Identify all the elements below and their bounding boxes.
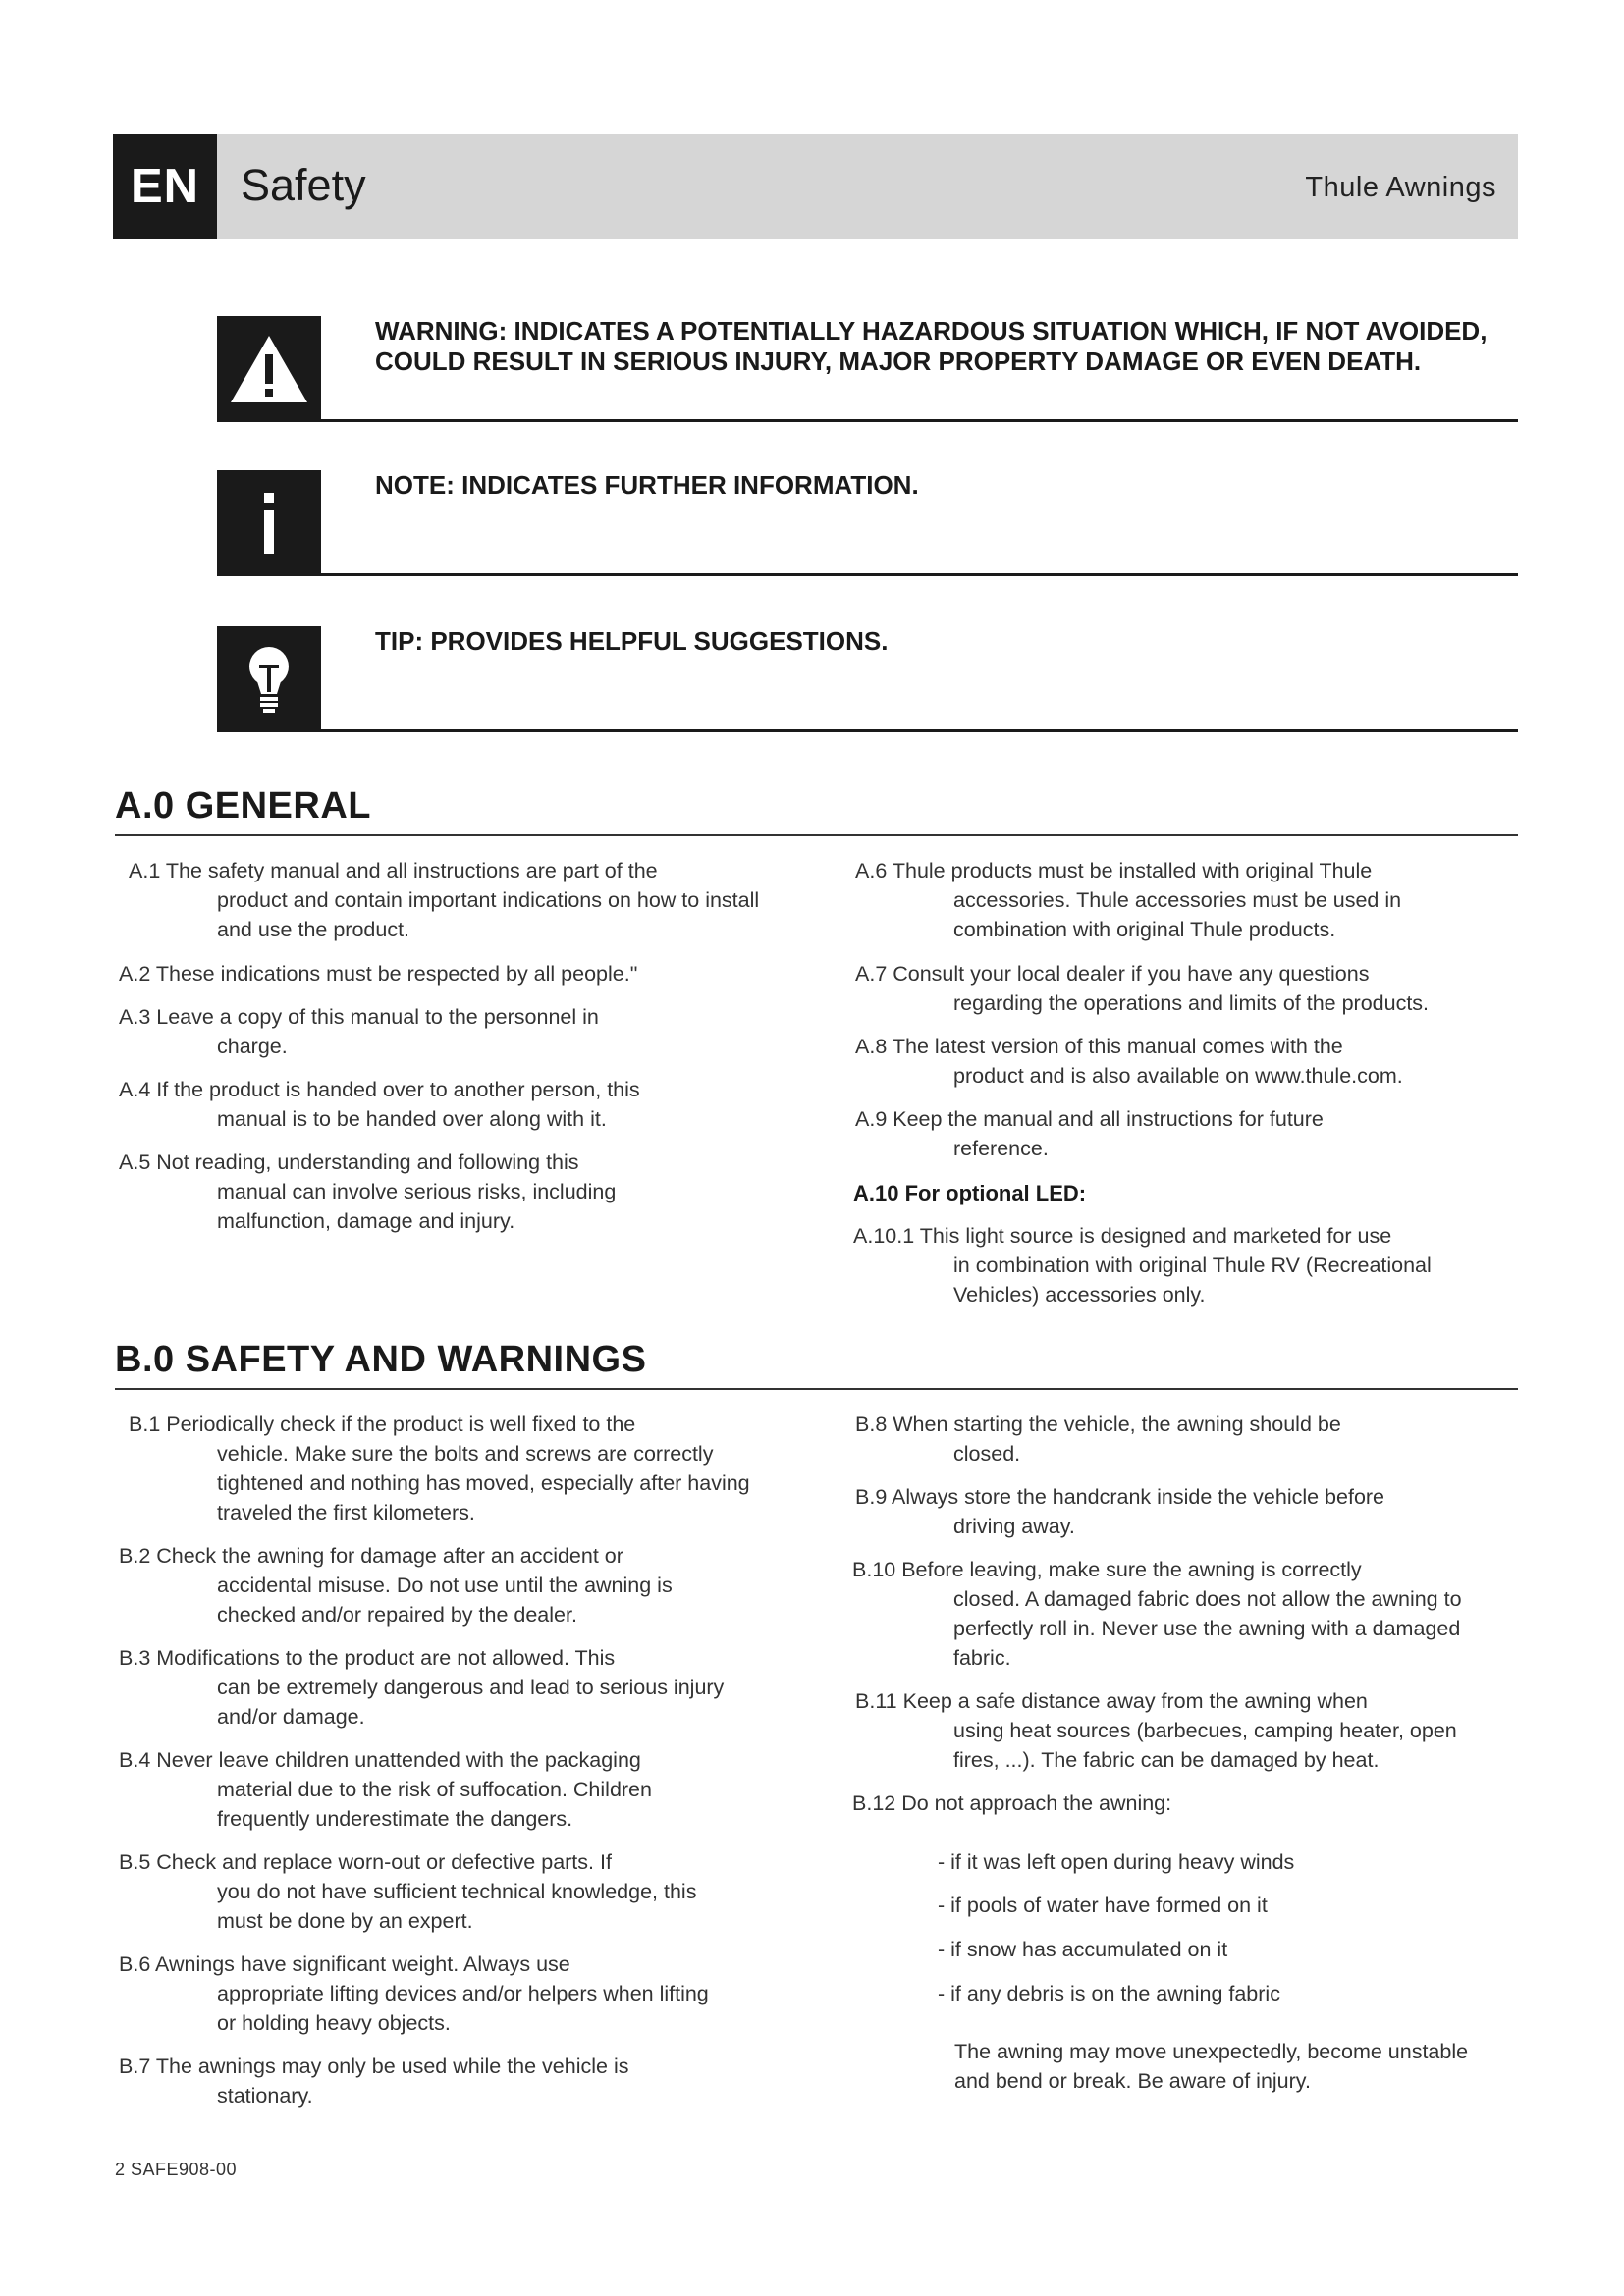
item-b8: B.8 When starting the vehicle, the awning should be closed.	[855, 1413, 1341, 1466]
list-item: - if it was left open during heavy winds	[938, 1850, 1295, 1874]
warning-icon-box	[217, 316, 321, 422]
item-b6: B.6 Awnings have significant weight. Always use appropriate lifting devices and/or helpers when lifting or holding heavy objects.	[119, 1952, 709, 2035]
item-b9: B.9 Always store the handcrank inside the vehicle before driving away.	[855, 1485, 1385, 1538]
tip-notice	[217, 626, 1518, 732]
warning-notice	[217, 316, 1518, 422]
language-badge: EN	[113, 134, 217, 239]
page-footer: 2 SAFE908-00	[115, 2160, 238, 2179]
item-b3: B.3 Modifications to the product are not allowed. This can be extremely dangerous and lead to serious injury and/or damage.	[119, 1646, 725, 1729]
item-a9: A.9 Keep the manual and all instructions for future reference.	[855, 1107, 1324, 1160]
note-text: NOTE: INDICATES FURTHER INFORMATION.	[375, 470, 919, 500]
section-b-divider	[115, 1388, 1518, 1390]
item-a2: A.2 These indications must be respected by all people."	[119, 962, 638, 986]
section-a-heading: A.0 GENERAL	[115, 785, 371, 827]
note-notice	[217, 470, 1518, 576]
section-b-heading: B.0 SAFETY AND WARNINGS	[115, 1339, 647, 1380]
item-a5: A.5 Not reading, understanding and following this manual can involve serious risks, including malfunction, damage and injury.	[119, 1150, 617, 1233]
divider	[217, 729, 1518, 732]
item-b1: B.1 Periodically check if the product is well fixed to the vehicle. Make sure the bolts and screws are correctly tightened and nothing has moved, especially after having traveled the first kilometers.	[129, 1413, 750, 1524]
item-b7: B.7 The awnings may only be used while the vehicle is stationary.	[119, 2055, 629, 2108]
item-b4: B.4 Never leave children unattended with the packaging material due to the risk of suffocation. Children frequently underestimate the dangers.	[119, 1748, 652, 1831]
item-a1: A.1 The safety manual and all instructions are part of the product and contain important indications on how to install and use the product.	[129, 859, 760, 941]
section-a-divider	[115, 834, 1518, 836]
warning-triangle-icon	[229, 333, 309, 405]
item-a6: A.6 Thule products must be installed with original Thule accessories. Thule accessories must be used in combination with original Thule products.	[855, 859, 1402, 941]
closing-note: The awning may move unexpectedly, become unstable and bend or break. Be aware of injury.	[954, 2040, 1469, 2093]
info-icon-box	[217, 470, 321, 576]
divider	[217, 573, 1518, 576]
item-b11: B.11 Keep a safe distance away from the awning when using heat sources (barbecues, camping heater, open fires, ...). The fabric can be damaged by heat.	[855, 1689, 1457, 1772]
divider	[217, 419, 1518, 422]
item-b10: B.10 Before leaving, make sure the awning is correctly closed. A damaged fabric does not allow the awning to perfectly roll in. Never use the awning with a damaged fabric.	[852, 1558, 1462, 1670]
led-subheading: A.10 For optional LED:	[853, 1181, 1087, 1205]
item-a10-1: A.10.1 This light source is designed and marketed for use in combination with original Thule RV (Recreational Vehicles) accessories only.	[853, 1224, 1432, 1307]
item-a7: A.7 Consult your local dealer if you have any questions regarding the operations and limits of the products.	[855, 962, 1430, 1015]
list-item: - if pools of water have formed on it	[938, 1894, 1268, 1917]
info-icon	[254, 489, 284, 558]
item-b5: B.5 Check and replace worn-out or defective parts. If you do not have sufficient technical knowledge, this must be done by an expert.	[119, 1850, 697, 1933]
lightbulb-icon	[244, 643, 294, 716]
item-a3: A.3 Leave a copy of this manual to the personnel in charge.	[119, 1005, 599, 1058]
tip-icon-box	[217, 626, 321, 732]
warning-text: WARNING: INDICATES A POTENTIALLY HAZARDOUS SITUATION WHICH, IF NOT AVOIDED, COULD RESULT IN SERIOUS INJURY, MAJOR PROPERTY DAMAGE OR EVEN DEATH.	[375, 316, 1488, 376]
page-title: Safety	[241, 160, 366, 210]
item-a8: A.8 The latest version of this manual comes with the product and is also available on www.thule.com.	[855, 1035, 1403, 1088]
item-b12: B.12 Do not approach the awning:	[852, 1791, 1172, 1815]
page-header	[113, 134, 1518, 239]
brand-label: Thule Awnings	[1305, 172, 1496, 203]
list-item: - if any debris is on the awning fabric	[938, 1982, 1280, 2005]
tip-text: TIP: PROVIDES HELPFUL SUGGESTIONS.	[375, 626, 889, 656]
list-item: - if snow has accumulated on it	[938, 1938, 1228, 1961]
item-b2: B.2 Check the awning for damage after an accident or accidental misuse. Do not use until the awning is checked and/or repaired by the dealer.	[119, 1544, 673, 1627]
item-a4: A.4 If the product is handed over to another person, this manual is to be handed over along with it.	[119, 1078, 640, 1131]
